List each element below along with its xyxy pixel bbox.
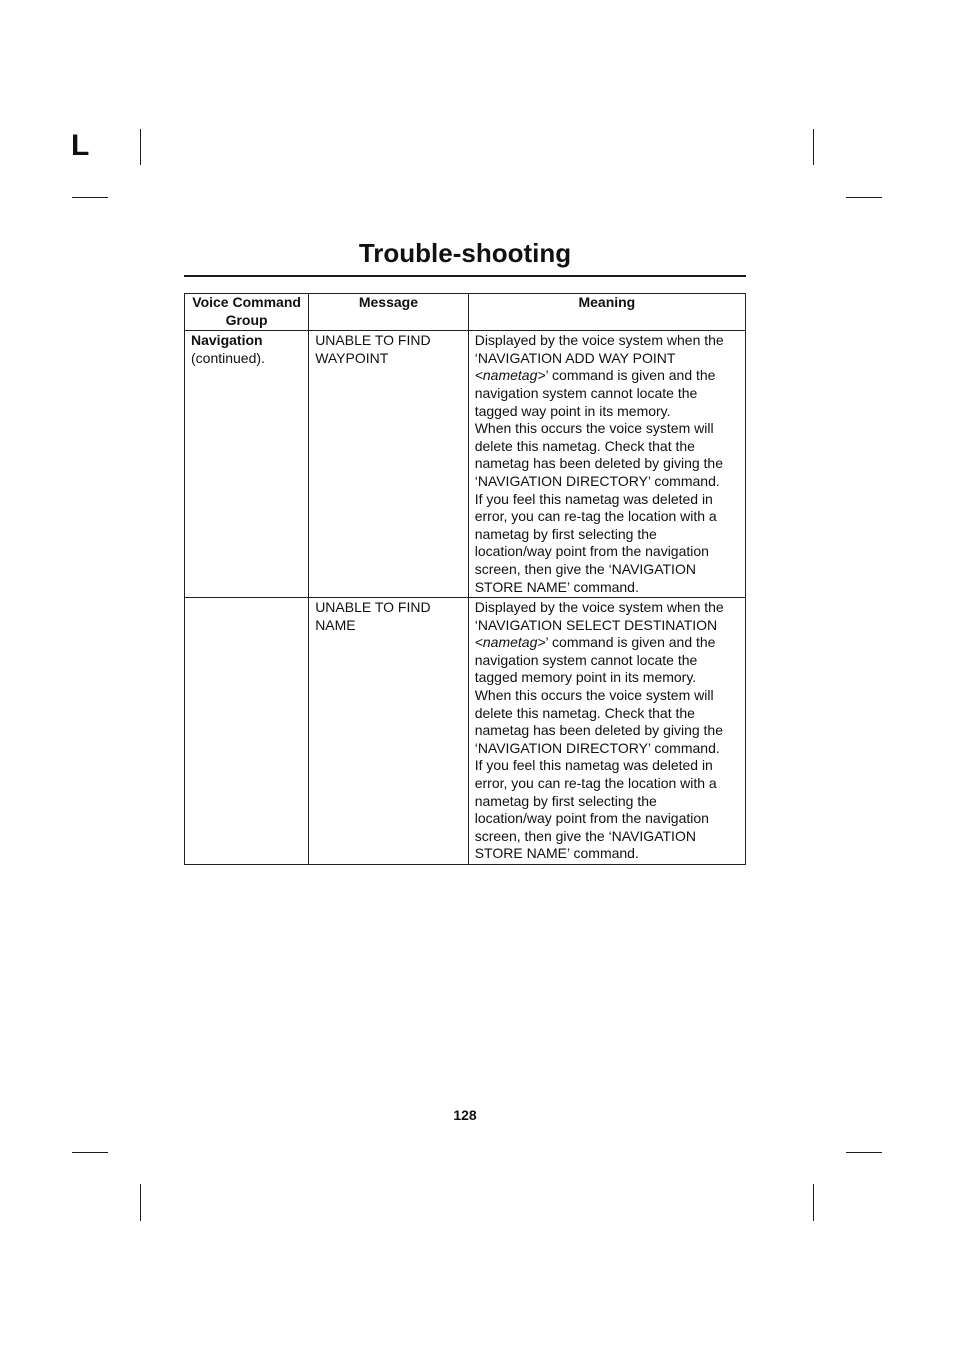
meaning-line: STORE NAME’ command. — [474, 845, 639, 862]
meaning-line: nametag by first selecting the — [474, 525, 657, 542]
crop-mark-bottom-left-vertical — [140, 1184, 141, 1221]
table-row — [185, 598, 746, 865]
meaning-line: location/way point from the navigation — [474, 543, 709, 560]
crop-mark-top-left-vertical — [140, 129, 141, 165]
message-line: WAYPOINT — [315, 349, 389, 366]
crop-mark-top-left-horizontal — [72, 197, 108, 198]
corner-letter: L — [71, 129, 90, 162]
title-underline — [184, 275, 746, 277]
meaning-line: screen, then give the ‘NAVIGATION — [474, 827, 696, 844]
meaning-line: navigation system cannot locate the — [474, 651, 698, 668]
cell-voice-command-group — [185, 331, 309, 598]
meaning-line: tagged memory point in its memory. — [474, 669, 697, 686]
meaning-line: When this occurs the voice system will — [474, 687, 714, 704]
meaning-line: ‘NAVIGATION DIRECTORY’ command. — [474, 739, 720, 756]
meaning-line: Displayed by the voice system when the — [474, 332, 724, 349]
table-header-row — [185, 294, 746, 331]
trouble-shooting-table — [184, 293, 746, 865]
nametag-placeholder: <nametag> — [474, 634, 546, 651]
message-line: UNABLE TO FIND — [315, 599, 431, 616]
meaning-line: ‘NAVIGATION ADD WAY POINT — [474, 349, 676, 366]
meaning-line: If you feel this nametag was deleted in — [474, 757, 713, 774]
meaning-line: error, you can re-tag the location with a — [474, 775, 717, 792]
group-name: Navigation — [191, 332, 263, 349]
header-meaning: Meaning — [468, 294, 745, 331]
meaning-line: nametag has been deleted by giving the — [474, 455, 723, 472]
message-line: UNABLE TO FIND — [315, 332, 431, 349]
meaning-line: If you feel this nametag was deleted in — [474, 490, 713, 507]
cell-voice-command-group — [185, 598, 309, 865]
meaning-line: error, you can re-tag the location with a — [474, 508, 717, 525]
meaning-line: screen, then give the ‘NAVIGATION — [474, 560, 696, 577]
meaning-line: STORE NAME’ command. — [474, 578, 639, 595]
meaning-line: Displayed by the voice system when the — [474, 599, 724, 616]
table-row — [185, 331, 746, 598]
cell-message — [309, 331, 469, 598]
group-note: (continued). — [191, 349, 265, 366]
crop-mark-top-right-horizontal — [846, 197, 882, 198]
meaning-line: location/way point from the navigation — [474, 810, 709, 827]
crop-mark-top-right-vertical — [813, 129, 814, 165]
nametag-placeholder: <nametag> — [474, 367, 546, 384]
cell-meaning — [468, 331, 745, 598]
cell-message — [309, 598, 469, 865]
meaning-line: <nametag>’ command is given and the — [474, 634, 716, 651]
crop-mark-bottom-right-vertical — [813, 1184, 814, 1221]
cell-meaning — [468, 598, 745, 865]
meaning-line: <nametag>’ command is given and the — [474, 367, 716, 384]
page-title: Trouble-shooting — [358, 238, 572, 268]
meaning-line: nametag by first selecting the — [474, 792, 657, 809]
meaning-line: delete this nametag. Check that the — [474, 704, 695, 721]
message-line: NAME — [315, 616, 356, 633]
meaning-line: When this occurs the voice system will — [474, 420, 714, 437]
crop-mark-bottom-left-horizontal — [72, 1152, 108, 1153]
meaning-line: navigation system cannot locate the — [474, 384, 698, 401]
crop-mark-bottom-right-horizontal — [846, 1152, 882, 1153]
header-voice-command-group: Voice Command Group — [185, 294, 309, 331]
meaning-line: tagged way point in its memory. — [474, 402, 671, 419]
meaning-line: delete this nametag. Check that the — [474, 437, 695, 454]
meaning-line: ‘NAVIGATION SELECT DESTINATION — [474, 616, 718, 633]
meaning-line: ‘NAVIGATION DIRECTORY’ command. — [474, 472, 720, 489]
page-number: 128 — [453, 1107, 477, 1123]
header-message: Message — [309, 294, 469, 331]
meaning-line: nametag has been deleted by giving the — [474, 722, 723, 739]
